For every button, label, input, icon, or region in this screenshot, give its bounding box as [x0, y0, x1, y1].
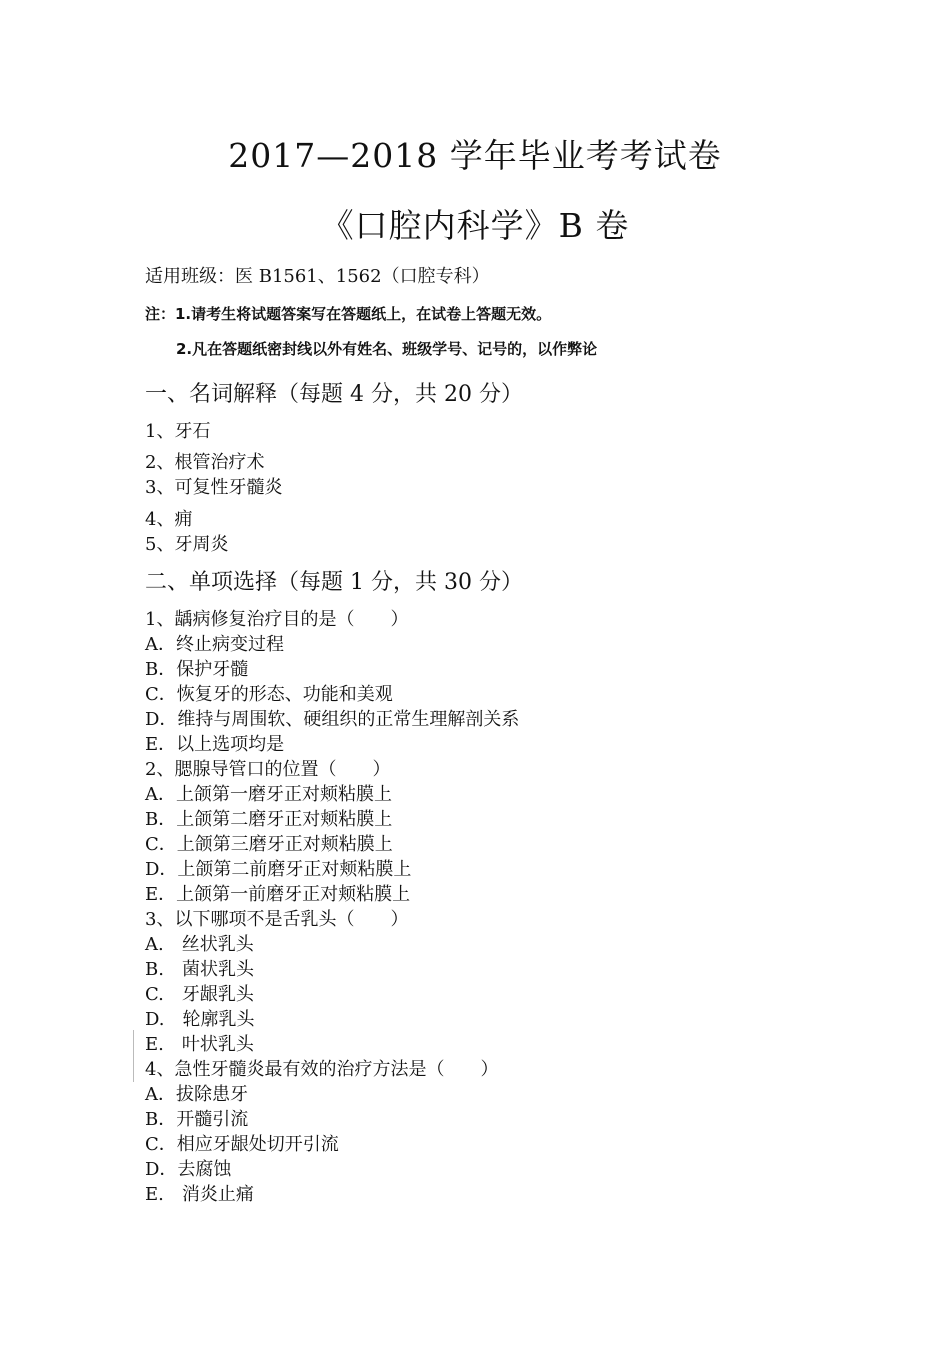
question-option: C．上颌第三磨牙正对颊粘膜上	[145, 834, 393, 855]
question-option: C．相应牙龈处切开引流	[145, 1134, 339, 1155]
question-option: A．拔除患牙	[145, 1084, 248, 1105]
question-option: D. 轮廓乳头	[145, 1009, 255, 1030]
term-item: 3、可复性牙髓炎	[145, 477, 283, 498]
question-option: D．上颌第二前磨牙正对颊粘膜上	[145, 859, 412, 880]
exam-subtitle: 《口腔内科学》B 卷	[320, 206, 630, 245]
note-2: 2.凡在答题纸密封线以外有姓名、班级学号、记号的，以作弊论	[176, 340, 598, 358]
question-option: C．恢复牙的形态、功能和美观	[145, 684, 393, 705]
question-option: A．上颌第一磨牙正对颊粘膜上	[145, 784, 392, 805]
note-1: 注：1.请考生将试题答案写在答题纸上，在试卷上答题无效。	[145, 305, 552, 323]
question-stem: 2、腮腺导管口的位置（ ）	[145, 759, 391, 780]
question-option: E. 叶状乳头	[145, 1034, 254, 1055]
question-stem: 3、以下哪项不是舌乳头（ ）	[145, 909, 409, 930]
revision-margin-bar	[133, 1030, 134, 1082]
question-option: A. 丝状乳头	[145, 934, 254, 955]
question-stem: 1、龋病修复治疗目的是（ ）	[145, 609, 409, 630]
exam-title: 2017—2018 学年毕业考考试卷	[228, 136, 722, 175]
term-item: 4、痈	[145, 509, 193, 530]
question-option: B．保护牙髓	[145, 659, 249, 680]
term-item: 5、牙周炎	[145, 534, 229, 555]
question-option: B. 菌状乳头	[145, 959, 254, 980]
question-option: A．终止病变过程	[145, 634, 284, 655]
question-stem: 4、急性牙髓炎最有效的治疗方法是（ ）	[145, 1059, 499, 1080]
question-option: E．以上选项均是	[145, 734, 285, 755]
section-2-heading: 二、单项选择（每题 1 分，共 30 分）	[145, 570, 523, 595]
question-option: E. 消炎止痛	[145, 1184, 254, 1205]
question-option: B．开髓引流	[145, 1109, 249, 1130]
term-item: 1、牙石	[145, 421, 211, 442]
question-option: D．去腐蚀	[145, 1159, 232, 1180]
question-option: B．上颌第二磨牙正对颊粘膜上	[145, 809, 393, 830]
term-item: 2、根管治疗术	[145, 452, 265, 473]
question-option: D．维持与周围软、硬组织的正常生理解剖关系	[145, 709, 520, 730]
question-option: E．上颌第一前磨牙正对颊粘膜上	[145, 884, 411, 905]
section-1-heading: 一、名词解释（每题 4 分，共 20 分）	[145, 382, 523, 407]
applicable-class: 适用班级：医 B1561、1562（口腔专科）	[145, 266, 490, 287]
question-option: C. 牙龈乳头	[145, 984, 254, 1005]
